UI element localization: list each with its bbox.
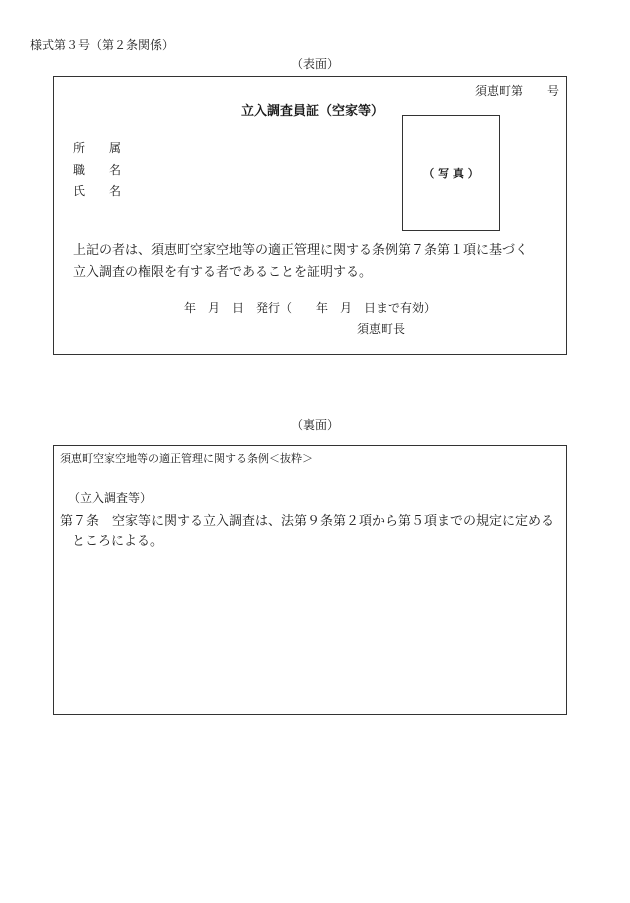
field-affiliation: 所 属 <box>73 141 122 155</box>
certification-text-line: 上記の者は、須恵町空家空地等の適正管理に関する条例第７条第１項に基づく <box>73 243 529 258</box>
ordinance-excerpt-title: 須恵町空家空地等の適正管理に関する条例＜抜粋＞ <box>60 452 313 465</box>
id-card-back <box>53 445 567 715</box>
issuer: 須恵町長 <box>357 322 406 336</box>
card-title: 立入調査員証（空家等） <box>241 104 385 119</box>
back-side-label: （裏面） <box>290 418 339 432</box>
certification-text-line: 立入調査の権限を有する者であることを証明する。 <box>73 265 373 280</box>
id-card-front <box>53 76 567 355</box>
form-number: 様式第３号（第２条関係） <box>30 38 175 52</box>
field-position: 職 名 <box>73 163 122 177</box>
article-text-line: 第７条 空家等に関する立入調査は、法第９条第２項から第５項までの規定に定める <box>60 514 555 529</box>
article-text-line: ところによる。 <box>72 534 164 549</box>
photo-box <box>402 115 500 231</box>
front-side-label: （表面） <box>290 57 339 71</box>
field-name: 氏 名 <box>73 184 122 198</box>
issue-date-line: 年 月 日 発行（ 年 月 日まで有効） <box>184 301 437 315</box>
photo-label: （ 写 真 ） <box>423 167 479 180</box>
article-caption: （立入調査等） <box>68 491 153 505</box>
certificate-number: 須恵町第 号 <box>474 84 559 98</box>
